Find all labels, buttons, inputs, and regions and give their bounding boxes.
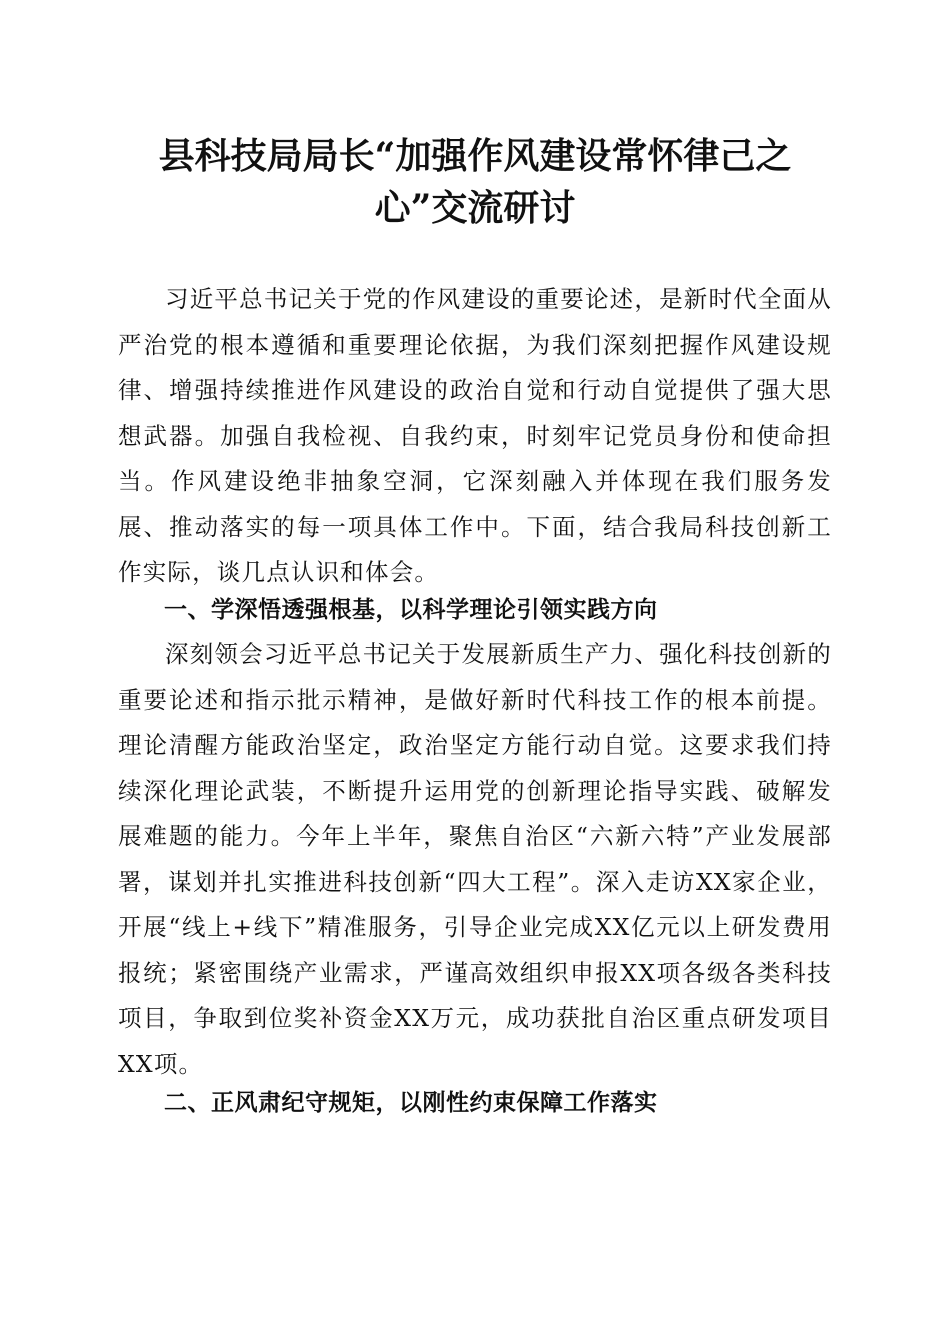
title-line-2: 心”交流研讨 [374, 187, 576, 229]
section-1-body-block [118, 632, 832, 1087]
intro-paragraph-block [118, 277, 832, 596]
title-line-1: 县科技局局长“加强作风建设常怀律己之 [158, 135, 792, 177]
section-2-heading-block [118, 1083, 832, 1123]
intro-paragraph: 习近平总书记关于党的作风建设的重要论述，是新时代全面从严治党的根本遵循和重要理论依据，为我们深刻把握作风建设规律、增强持续推进作风建设的政治自觉和行动自觉提供了强大思想武器。加强自我检视、自我约束，时刻牢记党员身份和使命担当。作风建设绝非抽象空洞，它深刻融入并体现在我们服务发展、推动落实的每一项具体工作中。下面，结合我局科技创新工作实际，谈几点认识和体会。 [118, 285, 832, 586]
section-1-heading-block [118, 590, 832, 630]
section-1-heading: 一、学深悟透强根基，以科学理论引领实践方向 [164, 597, 658, 623]
document-title [100, 130, 850, 234]
section-1-paragraph: 深刻领会习近平总书记关于发展新质生产力、强化科技创新的重要论述和指示批示精神，是做好新时代科技工作的根本前提。理论清醒方能政治坚定，政治坚定方能行动自觉。这要求我们持续深化理论武装，不断提升运用党的创新理论指导实践、破解发展难题的能力。今年上半年，聚焦自治区“六新六特”产业发展部署，谋划并扎实推进科技创新“四大工程”。深入走访XX家企业，开展“线上+线下”精准服务，引导企业完成XX亿元以上研发费用报统；紧密围绕产业需求，严谨高效组织申报XX项各级各类科技项目，争取到位奖补资金XX万元，成功获批自治区重点研发项目XX项。 [118, 640, 832, 1078]
section-2-heading: 二、正风肃纪守规矩，以刚性约束保障工作落实 [164, 1090, 658, 1116]
